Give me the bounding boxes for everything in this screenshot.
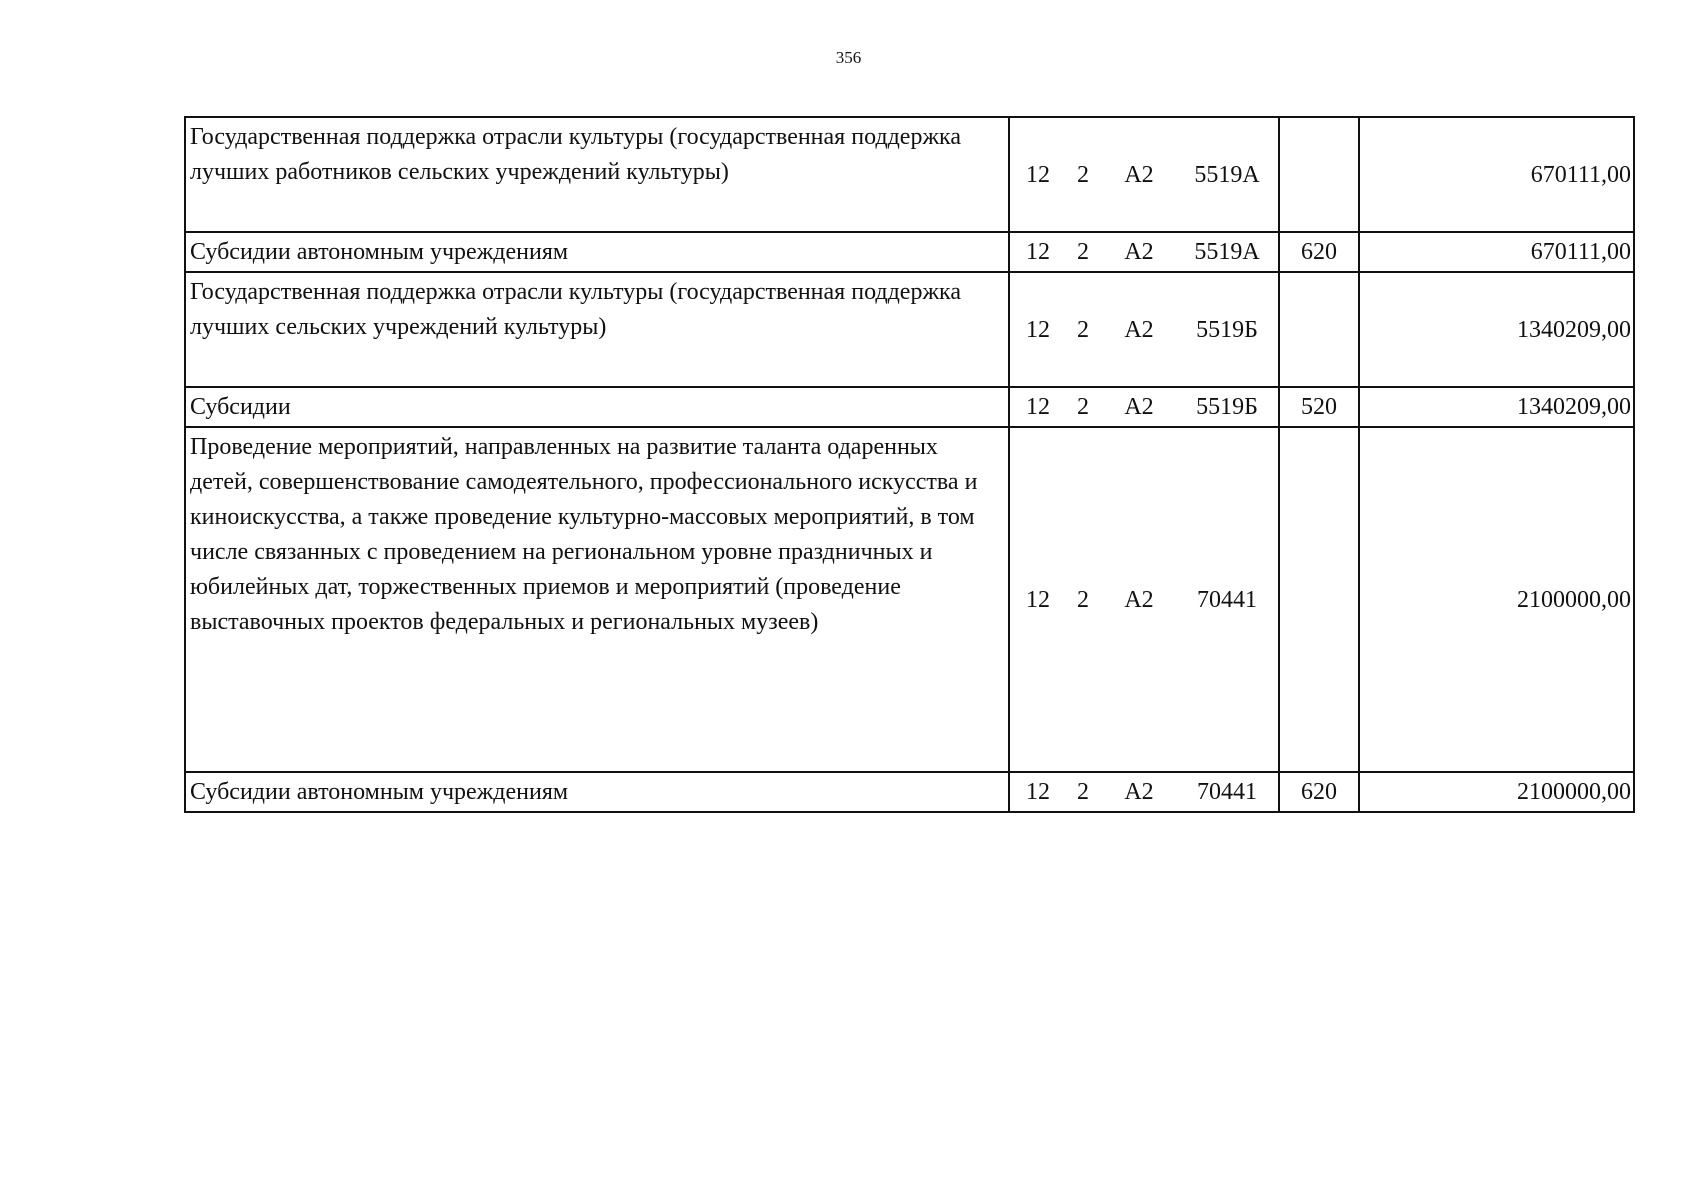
code-program: 12: [1026, 394, 1050, 420]
table-row: [185, 117, 1634, 232]
classification-code: [1009, 772, 1279, 812]
code-subprogram: 2: [1077, 779, 1089, 805]
code-direction: 5519А: [1194, 239, 1260, 265]
expense-type: 520: [1279, 387, 1359, 427]
table-row: [185, 272, 1634, 387]
amount: 1340209,00: [1359, 387, 1634, 427]
code-program: 12: [1026, 161, 1050, 188]
row-name: Субсидии: [185, 387, 1009, 427]
classification-code: [1009, 117, 1279, 232]
table-row: [185, 387, 1634, 427]
classification-code: [1009, 232, 1279, 272]
classification-code: [1009, 427, 1279, 772]
code-project: А2: [1124, 316, 1154, 343]
code-subprogram: 2: [1077, 161, 1089, 188]
code-direction: 70441: [1197, 586, 1257, 613]
amount: 670111,00: [1359, 232, 1634, 272]
row-name: Субсидии автономным учреждениям: [185, 232, 1009, 272]
classification-code: [1009, 272, 1279, 387]
code-direction: 70441: [1197, 779, 1257, 805]
row-name: Государственная поддержка отрасли культуры (государственная поддержка лучших работников сельских учреждений культуры): [185, 117, 1009, 232]
table-row: [185, 427, 1634, 772]
table-row: [185, 772, 1634, 812]
classification-code: [1009, 387, 1279, 427]
amount: 2100000,00: [1359, 427, 1634, 772]
code-project: А2: [1124, 394, 1154, 420]
code-program: 12: [1026, 586, 1050, 613]
table-row: [185, 232, 1634, 272]
code-program: 12: [1026, 316, 1050, 343]
row-name: Государственная поддержка отрасли культуры (государственная поддержка лучших сельских учреждений культуры): [185, 272, 1009, 387]
amount: 1340209,00: [1359, 272, 1634, 387]
code-direction: 5519А: [1194, 161, 1260, 188]
amount: 670111,00: [1359, 117, 1634, 232]
code-direction: 5519Б: [1196, 316, 1258, 343]
expense-type: [1279, 117, 1359, 232]
row-name: Проведение мероприятий, направленных на развитие таланта одаренных детей, совершенствование самодеятельного, профессионального искусства и киноискусства, а также проведение культурно-массовых мероприятий, в том числе связанных с проведением на региональном уровне праздничных и юбилейных дат, торжественных приемов и мероприятий (проведение выставочных проектов федеральных и региональных музеев): [185, 427, 1009, 772]
code-subprogram: 2: [1077, 586, 1089, 613]
code-project: А2: [1124, 586, 1154, 613]
code-project: А2: [1124, 239, 1154, 265]
expense-type: 620: [1279, 232, 1359, 272]
expense-type: [1279, 272, 1359, 387]
row-name: Субсидии автономным учреждениям: [185, 772, 1009, 812]
code-project: А2: [1124, 779, 1154, 805]
expense-type: 620: [1279, 772, 1359, 812]
code-direction: 5519Б: [1196, 394, 1258, 420]
code-subprogram: 2: [1077, 239, 1089, 265]
page-number: 356: [835, 48, 862, 67]
code-subprogram: 2: [1077, 316, 1089, 343]
budget-table: [184, 116, 1635, 813]
expense-type: [1279, 427, 1359, 772]
code-subprogram: 2: [1077, 394, 1089, 420]
code-program: 12: [1026, 779, 1050, 805]
code-project: А2: [1124, 161, 1154, 188]
code-program: 12: [1026, 239, 1050, 265]
amount: 2100000,00: [1359, 772, 1634, 812]
